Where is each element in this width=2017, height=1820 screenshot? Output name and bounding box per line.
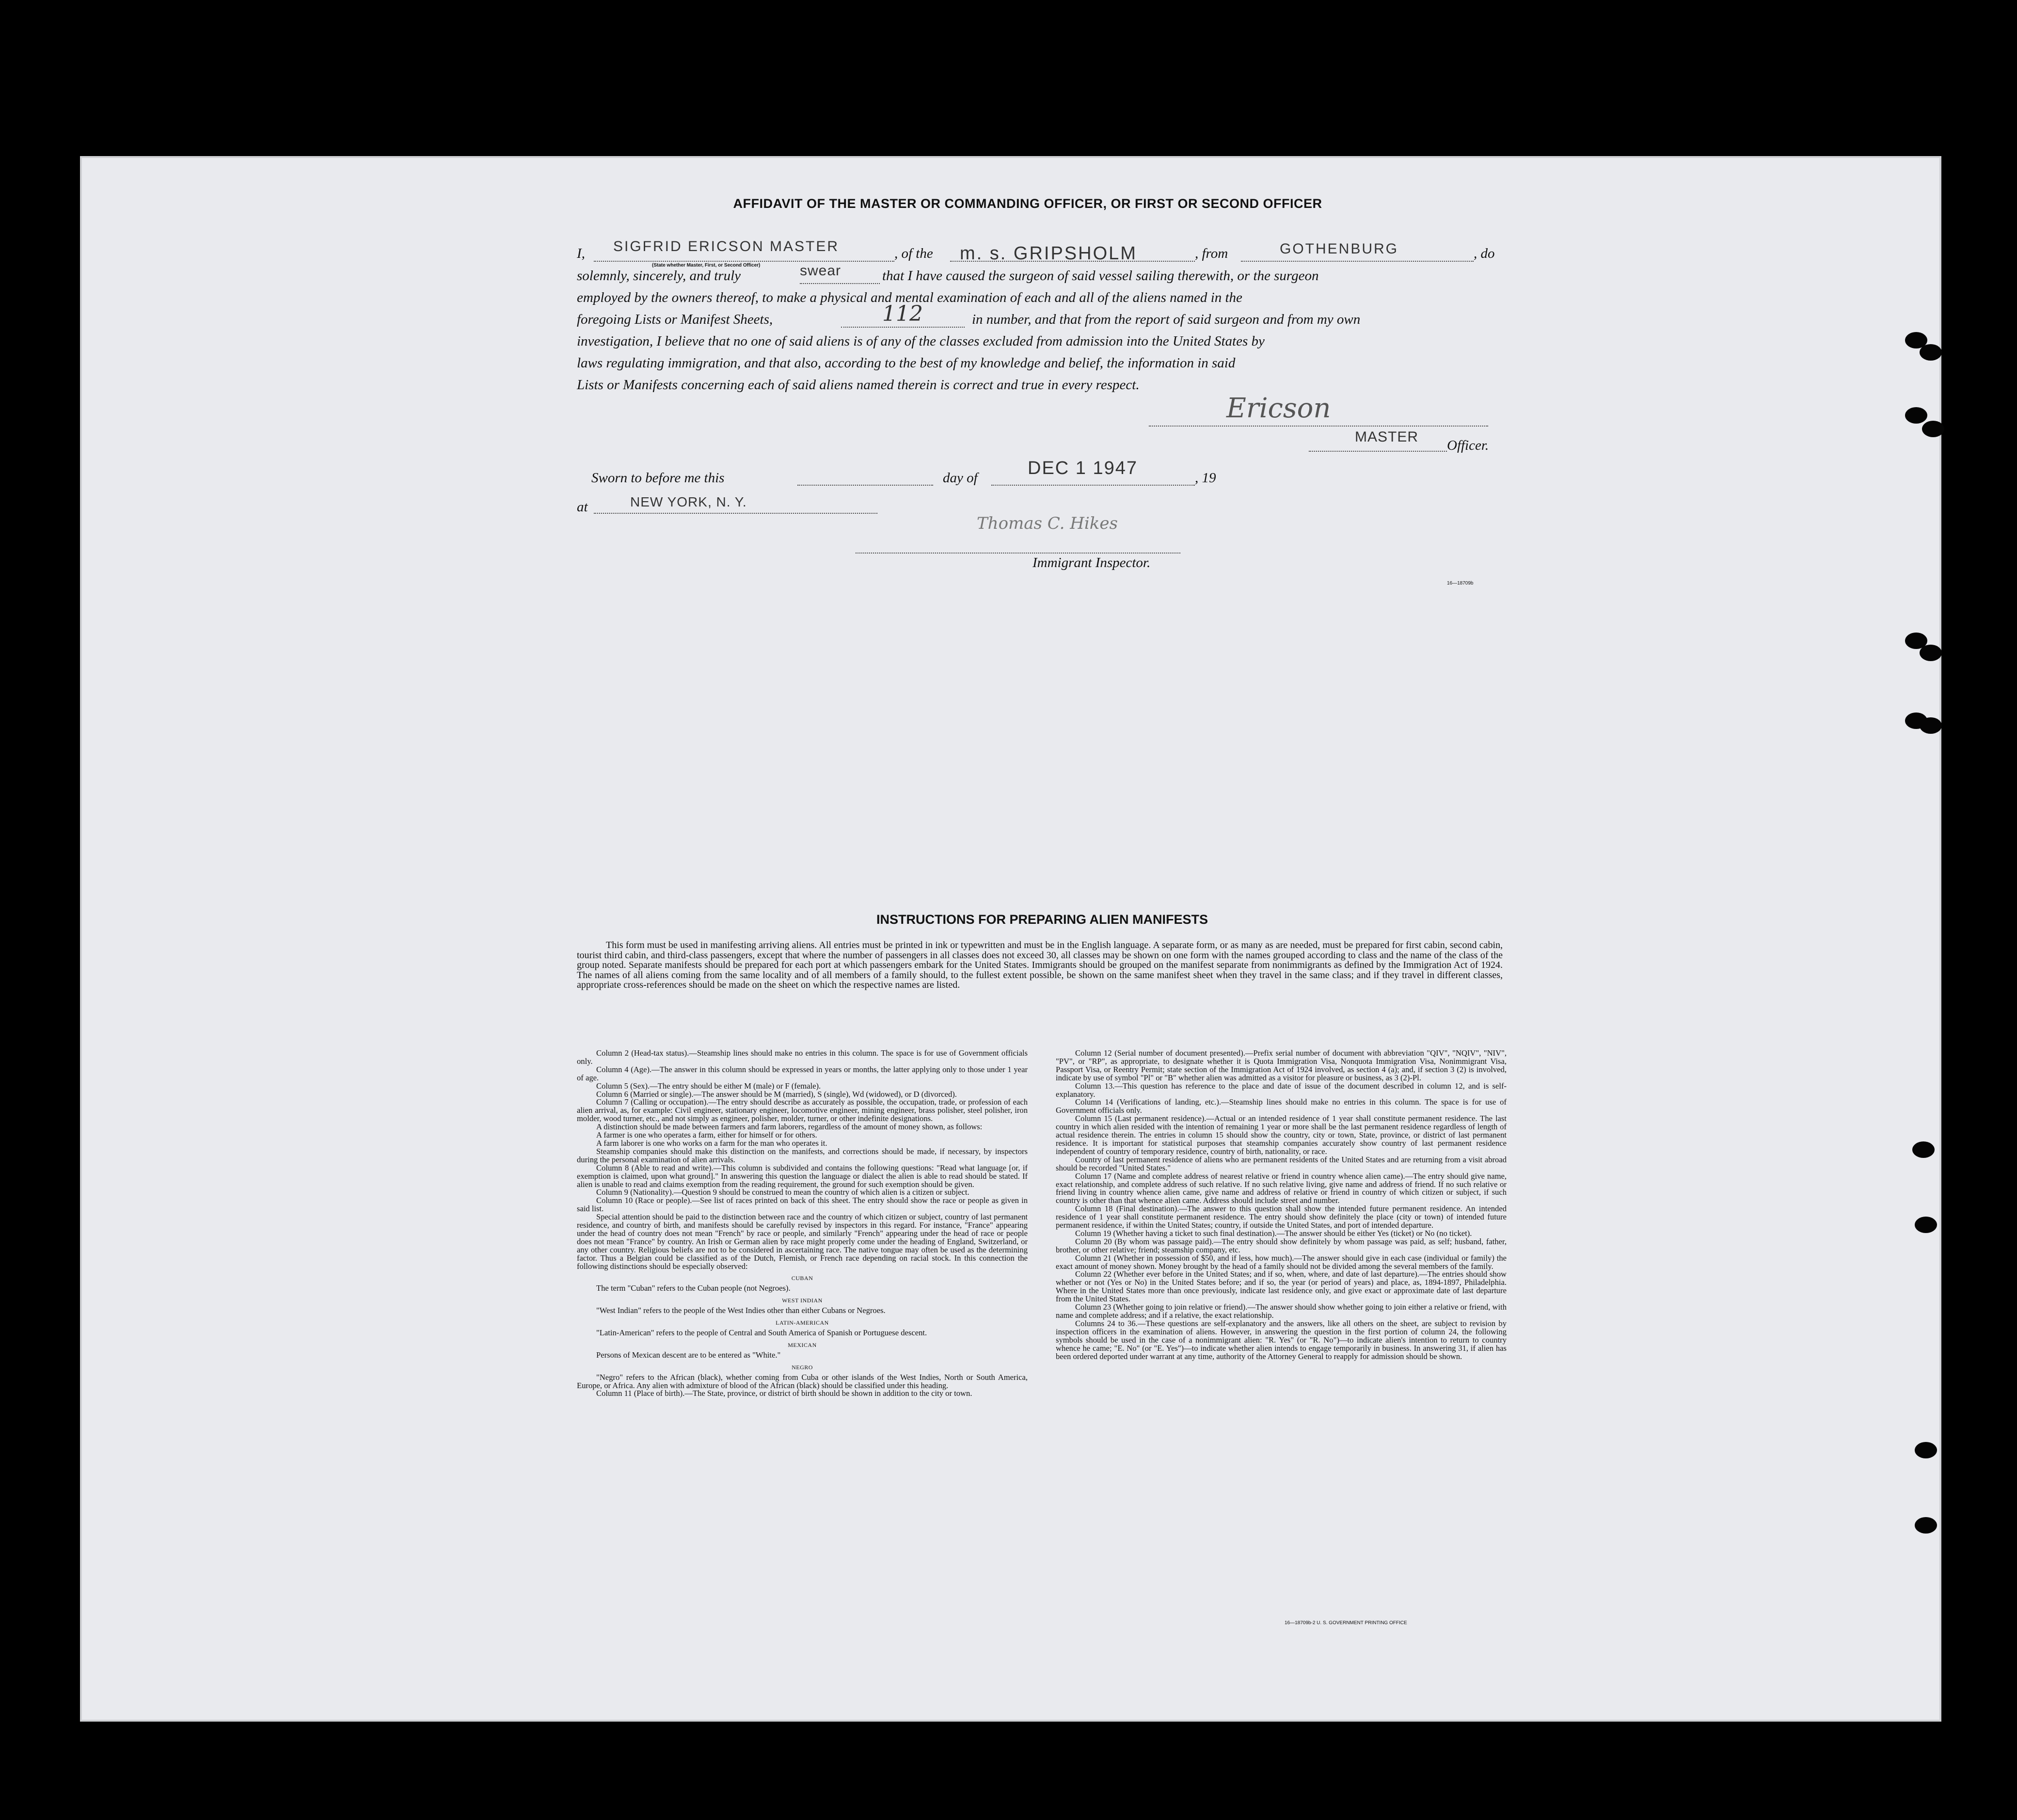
instruction-paragraph: Column 8 (Able to read and write).—This column is subdivided and contains the following questions: "Read what language [or, if exemption is claimed, upon what ground]." In answering this question the language or dialect the alien is able to read should be stated. If alien is unable to read and claims exemption from the reading requirement, the ground for such exemption should be given. (577, 1163, 1028, 1189)
sworn-date-field: DEC 1 1947 (1028, 458, 1138, 478)
instruction-paragraph: Column 9 (Nationality).—Question 9 should be construed to mean the country of which alien is a citizen or subject. (596, 1187, 969, 1197)
instruction-paragraph: A distinction should be made between farmers and farm laborers, regardless of the amount of money shown, as follows: (596, 1122, 983, 1132)
master-signature: Ericson (1226, 393, 1331, 424)
section-heading: NEGRO (792, 1363, 813, 1371)
instruction-paragraph: Country of last permanent residence of aliens who are permanent residents of the United States and are returning from a visit abroad should be recorded "United States." (1056, 1155, 1507, 1172)
instruction-paragraph: Column 4 (Age).—The answer in this column should be expressed in years or months, the latter applying only to those under 1 year of age. (577, 1064, 1028, 1082)
instruction-paragraph: Column 5 (Sex).—The entry should be either M (male) or F (female). (596, 1081, 821, 1091)
instruction-paragraph: Column 17 (Name and complete address of nearest relative or friend in country whence alien came).—The entry should give name, exact relationship, and complete address of such relative. If no such relative living, give name and address of friend. If no such relative or friend living in country whence alien came, give name and address of relative or friend in country of which citizen or subject, if such country is other than that whence alien came. Address should include street and number. (1056, 1171, 1507, 1205)
sheets-count-field: 112 (882, 301, 923, 326)
instruction-paragraph: Column 19 (Whether having a ticket to such final destination).—The answer should be either Yes (ticket) or No (no ticket). (1075, 1228, 1472, 1238)
sworn-before-label: Sworn to before me this (591, 470, 725, 486)
inspector-label: Immigrant Inspector. (1032, 555, 1151, 570)
instruction-paragraph: Column 18 (Final destination).—The answer to this question shall show the intended future permanent residence. An intended residence of 1 year shall constitute permanent residence. The entry should show definitely the place (city or town) of intended future permanent residence, if within the United States; country, if outside the United States, and port of intended departure. (1056, 1204, 1507, 1230)
inspector-signature: Thomas C. Hikes (977, 514, 1118, 533)
section-text: "Negro" refers to the African (black), whether coming from Cuba or other islands of the West Indies, North or South America, Europe, or Africa. Any alien with admixture of blood of the African (black) should be classified under this heading. (577, 1372, 1028, 1390)
instruction-paragraph: Column 15 (Last permanent residence).—Actual or an intended residence of 1 year shall constitute permanent residence. The last country in which alien resided with the intention of remaining 1 year or more shall be the last permanent residence regardless of length of actual residence therein. The entries in column 15 should show the country, city or town, State, province, or district of last permanent residence. It is important for statistical purposes that steamship companies accurately show country of last permanent residence independent of country of temporary residence, country of birth, nationality, or race. (1056, 1114, 1507, 1156)
rank-field: MASTER (1355, 429, 1419, 445)
instructions-title: INSTRUCTIONS FOR PREPARING ALIEN MANIFESTS (876, 912, 1208, 927)
year-19-label: , 19 (1195, 470, 1216, 486)
instruction-paragraph: Column 12 (Serial number of document presented).—Prefix serial number of document with abbreviation "QIV", "NQIV", "NIV", "PV", or "RP", as appropriate, to designate whether it is Quota Immigration Visa, Nonquota Immigration Visa, Nonimmigrant Visa, Passport Visa, or Reentry Permit; state section of the Immigration Act of 1924 involved, as section 4 (a); and, if section 3 (2) is involved, indicate by use of symbol "Pl" or "B" whether alien was admitted as a visitor for pleasure or business, as 3 (2)-Pl. (1056, 1048, 1507, 1082)
blank-line (991, 485, 1195, 486)
printing-office-footer: 16—18709b-2 U. S. GOVERNMENT PRINTING OFFICE (1285, 1620, 1407, 1626)
section-text: "Latin-American" refers to the people of Central and South America of Spanish or Portuguese descent. (596, 1328, 927, 1337)
binder-hole (1920, 645, 1942, 661)
affidavit-do: , do (1474, 246, 1495, 261)
blank-line (1241, 261, 1474, 262)
instruction-paragraph: Special attention should be paid to the distinction between race and the country of which citizen or subject, country of last permanent residence, and country of birth, and manifests should be carefully revised by inspectors in this regard. For instance, "France" appearing under the head of country does not mean "French" by race or people, and similarly "French" appearing under the head of race or people does not mean "France" by country. An Irish or German alien by race might properly come under the heading of England, Switzerland, or any other country. Religious beliefs are not to be considered in ascertaining race. The native tongue may often be used as the determining factor. Thus a Belgian could be classified as of the Dutch, Flemish, or French race depending on racial stock. In this connection the following distinctions should be especially observed: (577, 1212, 1028, 1271)
affidavit-from: , from (1195, 246, 1228, 261)
blank-line (800, 283, 880, 284)
instruction-paragraph: Column 6 (Married or single).—The answer should be M (married), S (single), Wd (widowed), or D (divorced). (596, 1089, 957, 1099)
affidavit-line-5: investigation, I believe that no one of said aliens is of any of the classes excluded from admission into the United States by (577, 333, 1265, 349)
instruction-paragraph: Column 11 (Place of birth).—The State, province, or district of birth should be shown in addition to the city or town. (596, 1389, 972, 1398)
instruction-paragraph: A farm laborer is one who works on a farm for the man who operates it. (596, 1138, 827, 1148)
affidavit-line-4b: in number, and that from the report of said surgeon and from my own (972, 312, 1361, 327)
blank-line (797, 485, 933, 486)
instruction-paragraph: Steamship companies should make this distinction on the manifests, and corrections should be made, if necessary, by inspectors during the personal examination of alien arrivals. (577, 1146, 1028, 1164)
binder-hole (1905, 407, 1927, 424)
port-field: GOTHENBURG (1280, 241, 1399, 257)
binder-hole (1920, 344, 1942, 361)
blank-line (594, 261, 894, 262)
vessel-name-field: m. s. GRIPSHOLM (960, 243, 1137, 264)
binder-hole (1922, 421, 1944, 437)
section-heading: WEST INDIAN (782, 1297, 823, 1304)
blank-line (594, 513, 877, 514)
instruction-paragraph: A farmer is one who operates a farm, either for himself or for others. (596, 1130, 817, 1140)
affidavit-line-2b: that I have caused the surgeon of said vessel sailing therewith, or the surgeon (882, 268, 1319, 284)
blank-line (841, 327, 965, 328)
place-field: NEW YORK, N. Y. (630, 494, 747, 509)
affidavit-line-1-i: I, (577, 246, 585, 261)
affidavit-line-6: laws regulating immigration, and that also, according to the best of my knowledge and belief, the information in said (577, 355, 1236, 371)
officer-suffix: Officer. (1447, 438, 1489, 453)
instruction-paragraph: Column 2 (Head-tax status).—Steamship lines should make no entries in this column. The space is for use of Government officials only. (577, 1048, 1028, 1066)
section-heading: CUBAN (791, 1275, 813, 1282)
rank-line (1309, 451, 1447, 452)
inspector-line (856, 553, 1180, 554)
section-text: The term "Cuban" refers to the Cuban people (not Negroes). (596, 1283, 791, 1293)
instructions-right-column (1056, 1049, 1507, 1361)
officer-name-field: SIGFRID ERICSON MASTER (613, 238, 840, 254)
binder-hole (1915, 1517, 1937, 1534)
binder-hole (1920, 717, 1942, 734)
instruction-paragraph: Column 20 (By whom was passage paid).—The entry should show definitely by whom passage was paid, as self; husband, father, brother, or other relative; friend; steamship company, etc. (1056, 1236, 1507, 1254)
affidavit-line-4a: foregoing Lists or Manifest Sheets, (577, 312, 773, 327)
section-text: Persons of Mexican descent are to be entered as "White." (596, 1350, 781, 1360)
section-heading: LATIN-AMERICAN (776, 1319, 829, 1327)
binder-hole (1915, 1217, 1937, 1233)
instructions-intro: This form must be used in manifesting arriving aliens. All entries must be printed in ink or typewritten and must be in the English language. A separate form, or as many as are needed, must be prepared for first cabin, second cabin, tourist third cabin, and third-class passengers, except that where the number of passengers in all classes does not exceed 30, all classes may be shown on one form with the names grouped according to class and the name of the class of the group noted. Separate manifests should be prepared for each port at which passengers embark for the United States. Immigrants should be grouped on the manifest separate from nonimmigrants as defined by the Immigration Act of 1924. The names of all aliens coming from the same locality and of all members of a family should, to the fullest extent possible, be shown on the same manifest sheet when they travel in the same class; and if they travel in different classes, appropriate cross-references should be made on the sheet on which the respective names are listed. (577, 940, 1503, 990)
section-heading: MEXICAN (788, 1341, 817, 1348)
affidavit-line-3: employed by the owners thereof, to make a physical and mental examination of each and all of the aliens named in the (577, 290, 1242, 305)
affidavit-line-7: Lists or Manifests concerning each of said aliens named therein is correct and true in every respect. (577, 377, 1140, 393)
instruction-paragraph: Column 13.—This question has reference to the place and date of issue of the document described in column 12, and is self-explanatory. (1056, 1081, 1507, 1099)
affidavit-of-the: , of the (894, 246, 933, 261)
binder-hole (1915, 1442, 1937, 1458)
affidavit-line-2a: solemnly, sincerely, and truly (577, 268, 741, 284)
signature-line (1149, 426, 1488, 427)
instruction-paragraph: Column 14 (Verifications of landing, etc.).—Steamship lines should make no entries in this column. The space is for use of Government officials only. (1056, 1097, 1507, 1115)
instruction-paragraph: Column 22 (Whether ever before in the United States; and if so, when, where, and date of last departure).—The entries should show whether or not (Yes or No) in the United States before; and if so, the year (or period of years) and place, as, 1894-1897, Philadelphia. Where in the United States more than once previously, indicate last residence only, and give exact or approximate date of last departure from the United States. (1056, 1269, 1507, 1304)
instruction-paragraph: Columns 24 to 36.—These questions are self-explanatory and the answers, like all others on the sheet, are subject to revision by inspection officers in the examination of aliens. However, in answering the question in the first portion of column 24, the following symbols should be used in the case of a nonimmigrant alien: "R. Yes" (or "R. No")—to indicate alien's intention to return to country whence he came; "E. No" (or "E. Yes")—to indicate whether alien intends to engage temporarily in business. In answering 31, if alien has been ordered deported under warrant at any time, authority of the Attorney General to reapply for admission should be shown. (1056, 1318, 1507, 1361)
instructions-left-column (577, 1049, 1028, 1398)
affidavit-title: AFFIDAVIT OF THE MASTER OR COMMANDING OFFICER, OR FIRST OR SECOND OFFICER (733, 196, 1322, 211)
instruction-paragraph: Column 21 (Whether in possession of $50, and if less, how much).—The answer should give in each case (individual or family) the exact amount of money shown. Money brought by the head of a family should not be divided among the several members of the family. (1056, 1253, 1507, 1271)
at-label: at (577, 499, 588, 515)
oath-field: swear (800, 263, 842, 279)
instruction-paragraph: Column 10 (Race or people).—See list of races printed on back of this sheet. The entry should show the race or people as given in said list. (577, 1196, 1028, 1214)
binder-hole (1912, 1141, 1935, 1158)
state-whether-note: (State whether Master, First, or Second Officer) (652, 263, 761, 268)
form-code: 16—18709b (1447, 581, 1474, 586)
instruction-paragraph: Column 23 (Whether going to join relative or friend).—The answer should show whether going to join either a relative or friend, with name and complete address; and if a relative, the exact relationship. (1056, 1302, 1507, 1320)
instruction-paragraph: Column 7 (Calling or occupation).—The entry should describe as accurately as possible, the occupation, trade, or profession of each alien arrival, as, for example: Civil engineer, stationary engineer, locomotive engineer, mining engineer, brass polisher, steel polisher, iron molder, wood turner, etc., and not simply as engineer, polisher, molder, turner, or other indefinite designations. (577, 1097, 1028, 1124)
section-text: "West Indian" refers to the people of the West Indies other than either Cubans or Negroes. (596, 1306, 886, 1315)
day-of-label: day of (943, 470, 978, 486)
